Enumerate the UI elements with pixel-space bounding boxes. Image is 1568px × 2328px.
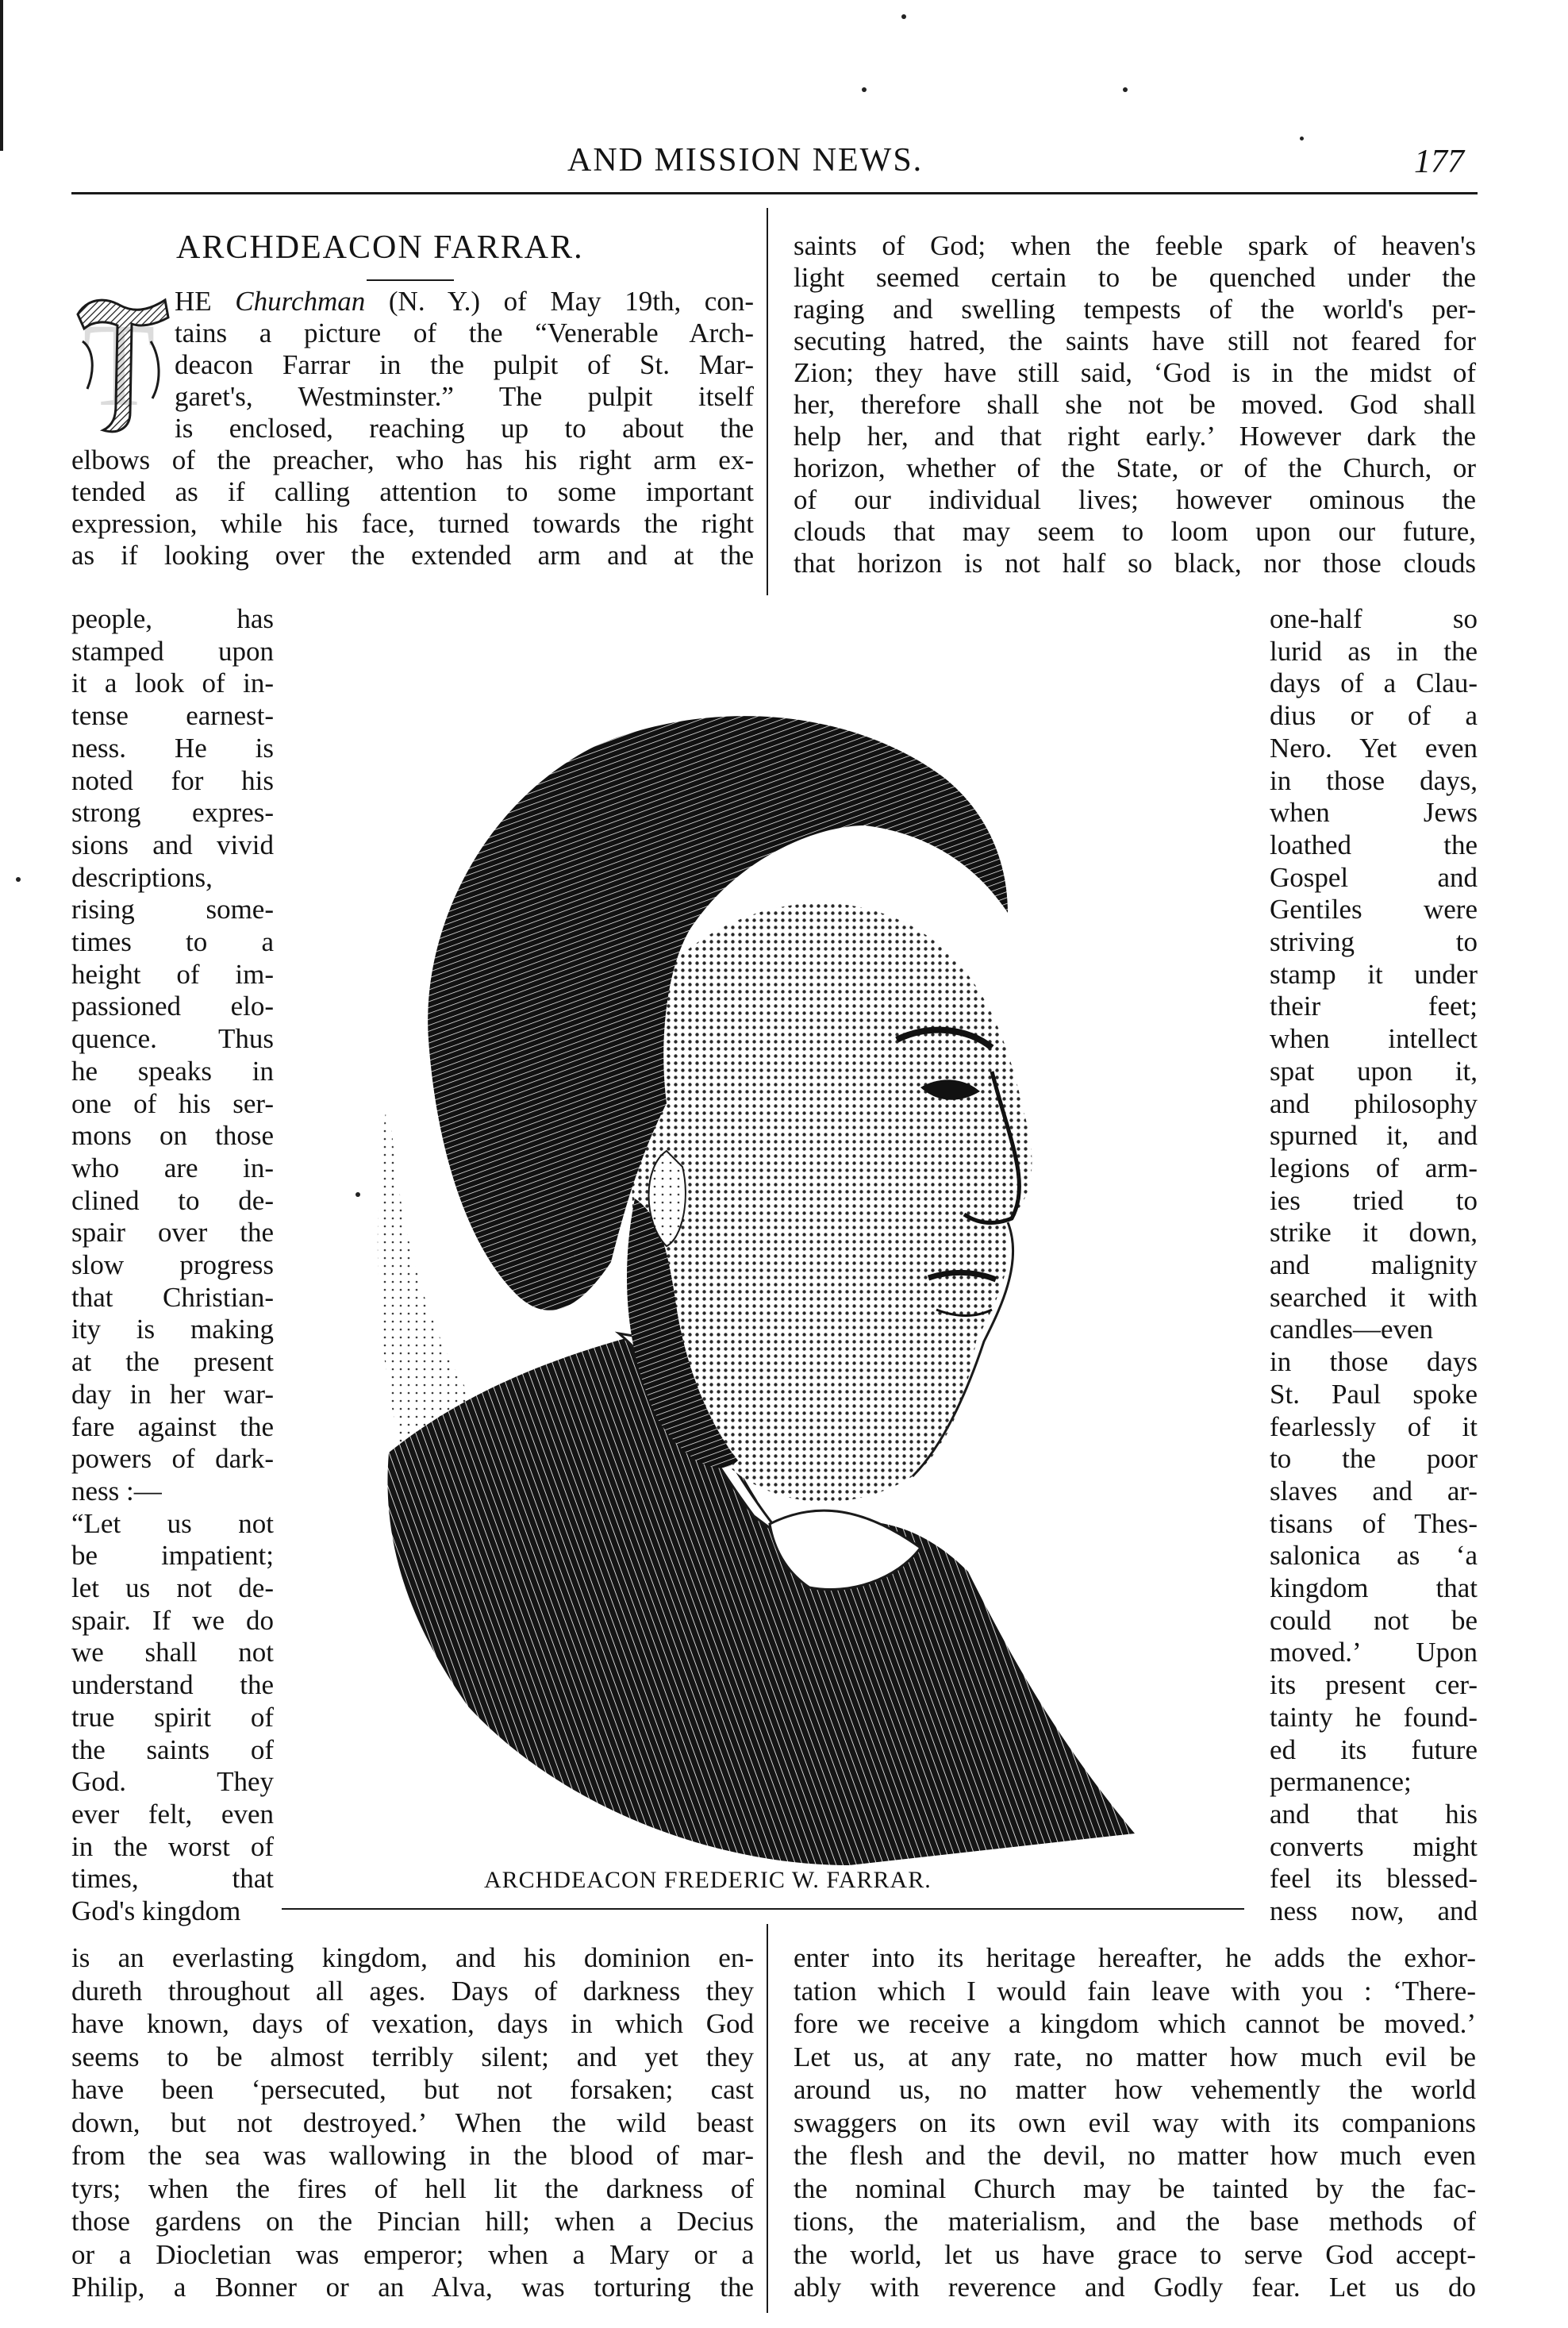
drop-cap xyxy=(71,294,175,441)
text-line: is enclosed, reaching up to about the xyxy=(175,413,754,444)
text-line: tense earnest- xyxy=(71,700,274,732)
text-line: around us, no matter how vehemently the world xyxy=(794,2074,1476,2105)
text-line: loathed the xyxy=(1270,829,1478,860)
text-line: stamp it under xyxy=(1270,958,1478,990)
text-line: seems to be almost terribly silent; and yet they xyxy=(71,2041,754,2072)
text-line: as if looking over the extended arm and at the xyxy=(71,540,754,571)
text-line: and philosophy xyxy=(1270,1087,1478,1119)
ink-speck xyxy=(862,87,867,92)
text-line: one-half so xyxy=(1270,603,1478,634)
text-line: moved.’ Upon xyxy=(1270,1637,1478,1668)
text-line: from the sea was wallowing in the blood of mar- xyxy=(71,2140,754,2171)
caption-rule xyxy=(282,1908,1244,1910)
text-line: Gentiles were xyxy=(1270,894,1478,925)
text-line: candles—even xyxy=(1270,1314,1434,1345)
text-line: that Christian- xyxy=(71,1281,274,1313)
text-line: HE Churchman (N. Y.) of May 19th, con- xyxy=(175,286,755,317)
text-line: tyrs; when the fires of hell lit the darkness of xyxy=(71,2172,754,2204)
page-number: 177 xyxy=(1414,144,1464,180)
text-line: tainty he found- xyxy=(1270,1701,1478,1733)
text-line: ever felt, even xyxy=(71,1798,274,1830)
text-line: in those days, xyxy=(1270,764,1478,796)
text-line: dius or of a xyxy=(1270,700,1478,732)
text-line: it a look of in- xyxy=(71,668,274,699)
text-line: slaves and ar- xyxy=(1270,1475,1478,1506)
ink-speck xyxy=(901,14,906,19)
text-line: Nero. Yet even xyxy=(1270,732,1478,764)
text-line: be impatient; xyxy=(71,1540,274,1572)
text-line: tains a picture of the “Venerable Arch- xyxy=(175,317,754,348)
text-line: swaggers on its own evil way with its companions xyxy=(794,2107,1476,2138)
text-line: spurned it, and xyxy=(1270,1120,1478,1152)
text-line: slow progress xyxy=(71,1249,274,1280)
portrait-caption: ARCHDEACON FREDERIC W. FARRAR. xyxy=(484,1867,932,1893)
svg-text:T: T xyxy=(83,299,156,431)
text-line: mons on those xyxy=(71,1120,274,1152)
text-line: height of im- xyxy=(71,958,274,990)
text-line: tation which I would fain leave with you : ‘There- xyxy=(794,1975,1476,2007)
text-line: in the worst of xyxy=(71,1830,274,1862)
ink-speck xyxy=(1123,87,1128,92)
text-line: Let us, at any rate, no matter how much evil be xyxy=(794,2041,1476,2072)
text-line: Zion; they have still said, ‘God is in the midst of xyxy=(794,357,1476,388)
text-line: ness :— xyxy=(71,1475,162,1506)
ink-speck xyxy=(16,877,21,882)
text-line: people, has xyxy=(71,603,274,634)
text-line: days of a Clau- xyxy=(1270,668,1478,699)
text-line: her, therefore shall she not be moved. God shall xyxy=(794,389,1476,420)
text-line: God's kingdom xyxy=(71,1895,241,1926)
text-line: quence. Thus xyxy=(71,1023,274,1055)
text-line: strike it down, xyxy=(1270,1217,1478,1249)
ink-speck xyxy=(1300,137,1304,140)
text-line: those gardens on the Pincian hill; when a Decius xyxy=(71,2206,754,2237)
text-line: ness now, and xyxy=(1270,1895,1478,1926)
text-line: times, that xyxy=(71,1863,274,1895)
text-line: that horizon is not half so black, nor those clouds xyxy=(794,548,1476,579)
text-line: saints of God; when the feeble spark of heaven's xyxy=(794,230,1476,261)
text-line: at the present xyxy=(71,1346,274,1378)
article-title: ARCHDEACON FARRAR. xyxy=(176,229,584,266)
page-edge-mark xyxy=(0,0,3,151)
text-line: salonica as ‘a xyxy=(1270,1540,1478,1572)
text-line: clined to de- xyxy=(71,1184,274,1216)
text-line: stamped upon xyxy=(71,635,274,667)
text-line: to the poor xyxy=(1270,1443,1478,1475)
text-line: God. They xyxy=(71,1766,274,1798)
text-line: is an everlasting kingdom, and his dominion en- xyxy=(71,1942,754,1973)
text-line: converts might xyxy=(1270,1830,1478,1862)
text-line: we shall not xyxy=(71,1637,274,1668)
text-line: and that his xyxy=(1270,1798,1478,1830)
text-line: deacon Farrar in the pulpit of St. Mar- xyxy=(175,349,754,380)
text-line: ably with reverence and Godly fear. Let us do xyxy=(794,2272,1476,2303)
text-line: one of his ser- xyxy=(71,1087,274,1119)
text-line: tions, the materialism, and the base methods of xyxy=(794,2206,1476,2237)
text-line: lurid as in the xyxy=(1270,635,1478,667)
text-line: dureth throughout all ages. Days of darkness they xyxy=(71,1975,754,2007)
text-line: Gospel and xyxy=(1270,861,1478,893)
text-line: fore we receive a kingdom which cannot be moved.’ xyxy=(794,2008,1476,2039)
text-line: noted for his xyxy=(71,764,274,796)
text-line: could not be xyxy=(1270,1604,1478,1636)
text-line: kingdom that xyxy=(1270,1572,1478,1603)
column-divider-bottom xyxy=(767,1924,768,2313)
text-line: have been ‘persecuted, but not forsaken; cast xyxy=(71,2074,754,2105)
header-rule xyxy=(71,192,1478,194)
text-line: and malignity xyxy=(1270,1249,1478,1280)
text-line: secuting hatred, the saints have still not feared for xyxy=(794,325,1476,356)
text-line: when intellect xyxy=(1270,1023,1478,1055)
text-line: day in her war- xyxy=(71,1378,274,1410)
text-line: spair over the xyxy=(71,1217,274,1249)
text-line: in those days xyxy=(1270,1346,1478,1378)
text-line: who are in- xyxy=(71,1152,274,1183)
portrait-engraving xyxy=(294,595,1270,1873)
text-line: ed its future xyxy=(1270,1733,1478,1765)
text-line: expression, while his face, turned towards the right xyxy=(71,508,754,539)
text-line: times to a xyxy=(71,926,274,957)
text-line: its present cer- xyxy=(1270,1669,1478,1701)
text-line: garet's, Westminster.” The pulpit itself xyxy=(175,381,754,412)
text-line: legions of arm- xyxy=(1270,1152,1478,1183)
title-rule xyxy=(367,279,454,281)
text-line: he speaks in xyxy=(71,1055,274,1087)
text-line: powers of dark- xyxy=(71,1443,274,1475)
text-line: fare against the xyxy=(71,1410,274,1442)
text-line: their feet; xyxy=(1270,991,1478,1022)
text-line: ness. He is xyxy=(71,732,274,764)
text-line: the world, let us have grace to serve God accept- xyxy=(794,2238,1476,2270)
text-line: let us not de- xyxy=(71,1572,274,1603)
running-header: AND MISSION NEWS. xyxy=(567,142,924,179)
text-line: rising some- xyxy=(71,894,274,925)
text-line: ity is making xyxy=(71,1314,274,1345)
text-line: descriptions, xyxy=(71,861,213,893)
text-line: clouds that may seem to loom upon our future, xyxy=(794,516,1476,547)
text-line: have known, days of vexation, days in which God xyxy=(71,2008,754,2039)
text-line: down, but not destroyed.’ When the wild beast xyxy=(71,2107,754,2138)
text-line: enter into its heritage hereafter, he adds the exhor- xyxy=(794,1942,1476,1973)
text-line: help her, and that right early.’ However dark the xyxy=(794,421,1476,452)
text-line: St. Paul spoke xyxy=(1270,1378,1478,1410)
text-line: tended as if calling attention to some important xyxy=(71,476,754,507)
text-line: passioned elo- xyxy=(71,991,274,1022)
text-line: striving to xyxy=(1270,926,1478,957)
text-line: horizon, whether of the State, or of the Church, or xyxy=(794,452,1476,483)
text-line: spat upon it, xyxy=(1270,1055,1478,1087)
text-line: light seemed certain to be quenched under the xyxy=(794,262,1476,293)
text-line: tisans of Thes- xyxy=(1270,1507,1478,1539)
text-line: elbows of the preacher, who has his right arm ex- xyxy=(71,444,754,475)
text-line: the flesh and the devil, no matter how much even xyxy=(794,2140,1476,2171)
text-line: strong expres- xyxy=(71,797,274,829)
text-line: when Jews xyxy=(1270,797,1478,829)
text-line: ies tried to xyxy=(1270,1184,1478,1216)
text-line: understand the xyxy=(71,1669,274,1701)
text-line: feel its blessed- xyxy=(1270,1863,1478,1895)
text-line: “Let us not xyxy=(71,1507,274,1539)
text-line: searched it with xyxy=(1270,1281,1478,1313)
column-divider-top xyxy=(767,208,768,595)
text-line: of our individual lives; however ominous the xyxy=(794,484,1476,515)
text-line: raging and swelling tempests of the world's per- xyxy=(794,294,1476,325)
text-line: permanence; xyxy=(1270,1766,1412,1798)
text-line: the nominal Church may be tainted by the fac- xyxy=(794,2172,1476,2204)
text-line: sions and vivid xyxy=(71,829,274,860)
text-line: spair. If we do xyxy=(71,1604,274,1636)
text-line: or a Diocletian was emperor; when a Mary or a xyxy=(71,2238,754,2270)
text-line: fearlessly of it xyxy=(1270,1410,1478,1442)
text-line: Philip, a Bonner or an Alva, was torturing the xyxy=(71,2272,754,2303)
text-line: true spirit of xyxy=(71,1701,274,1733)
text-line: the saints of xyxy=(71,1733,274,1765)
